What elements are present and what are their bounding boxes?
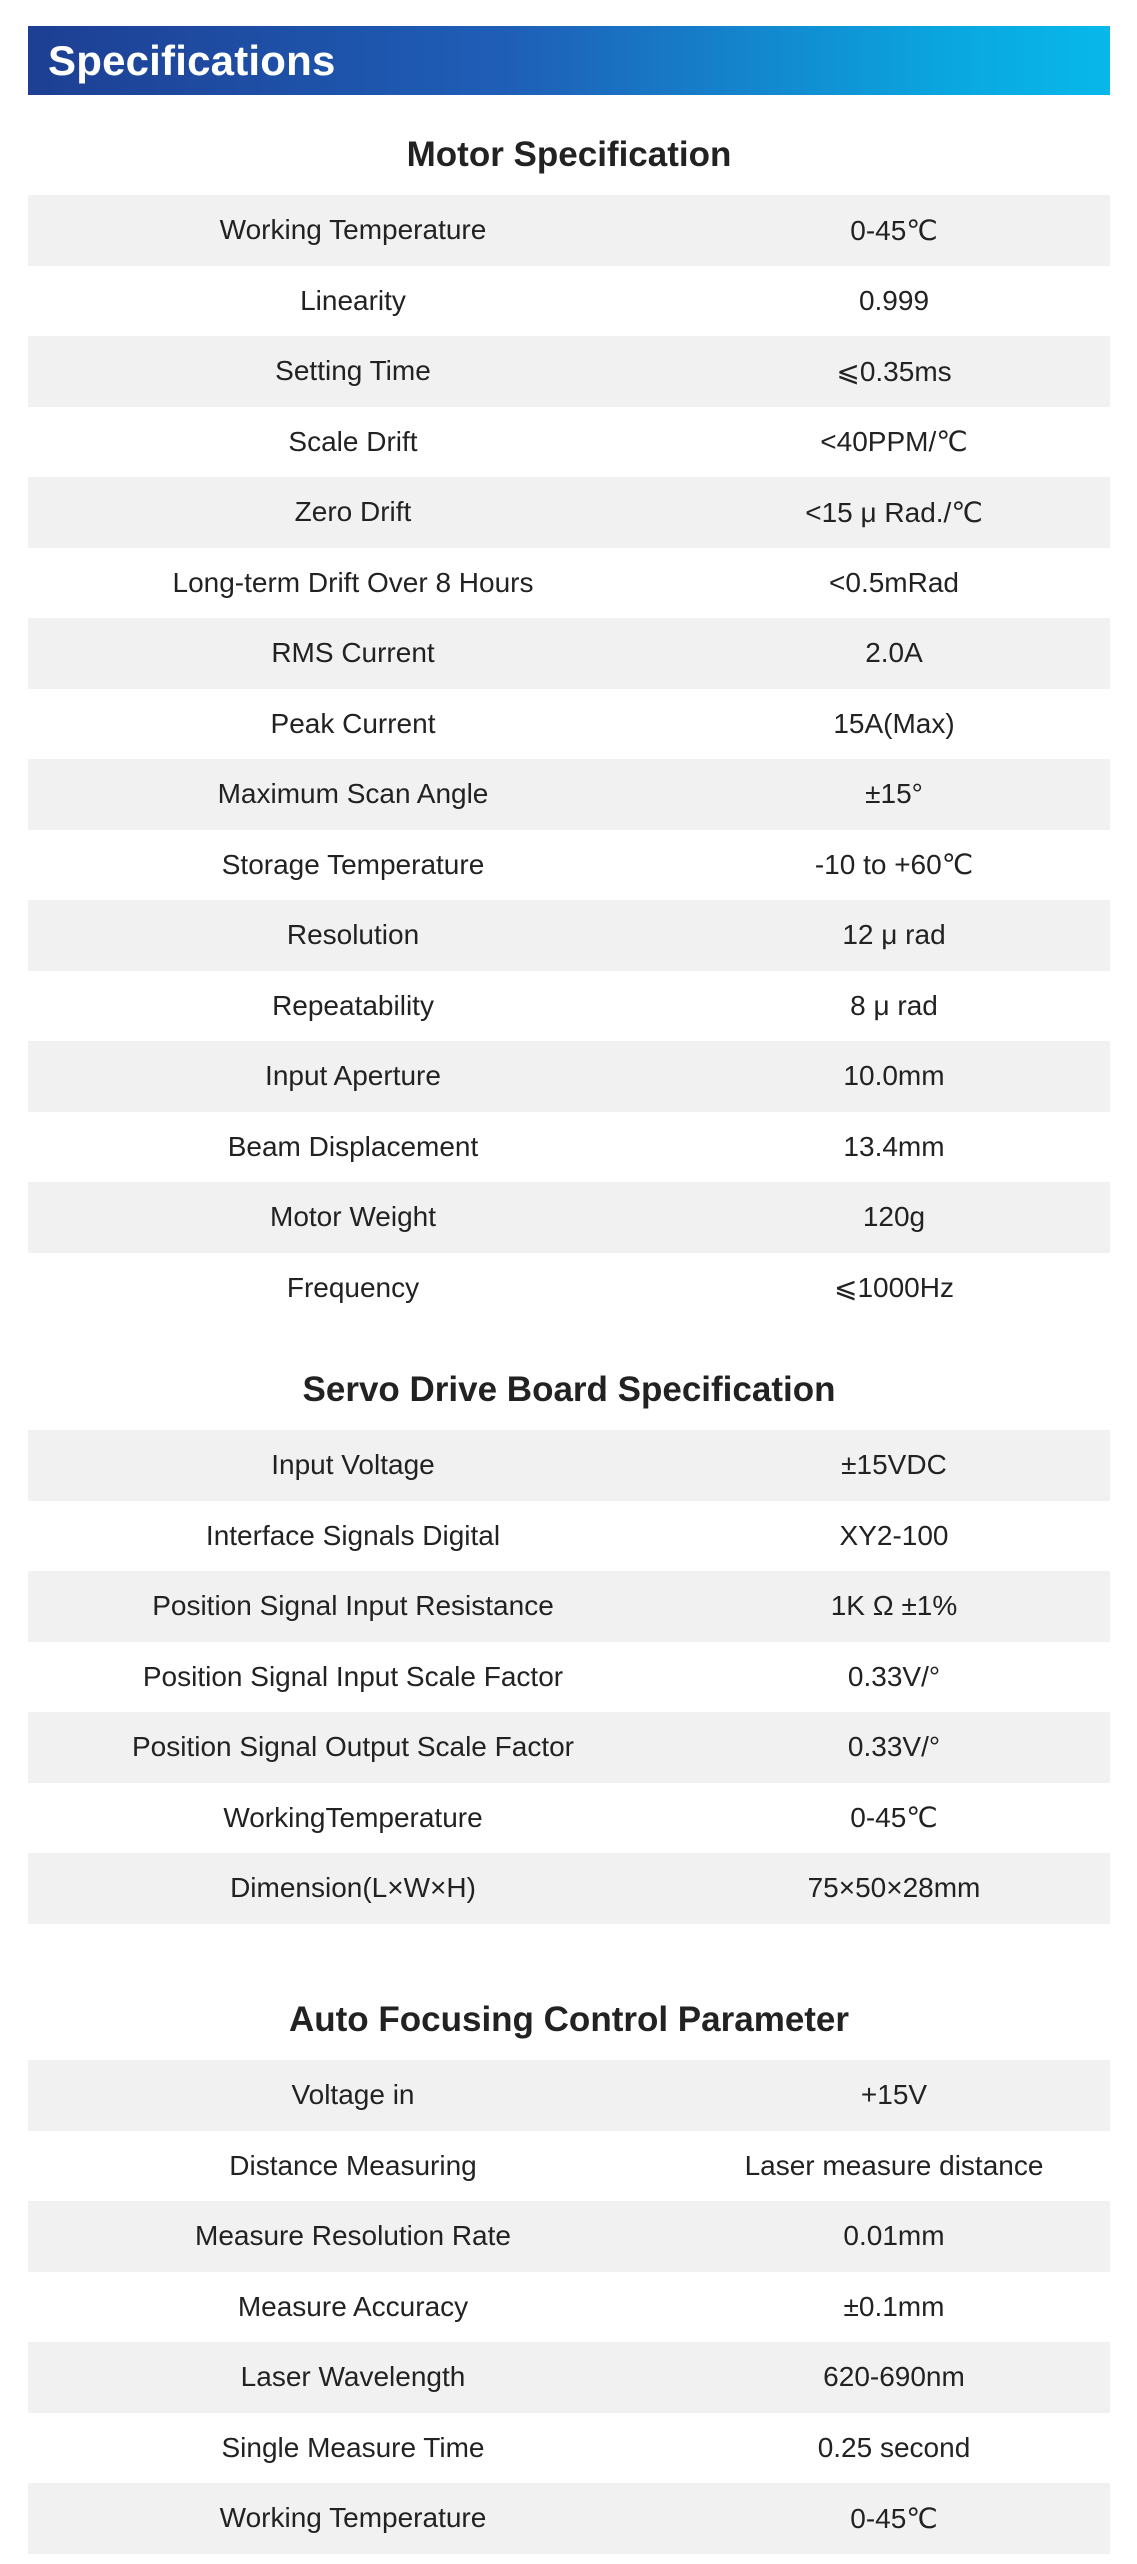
spec-value: 0-45℃: [678, 195, 1110, 266]
spec-label: Voltage in: [28, 2060, 678, 2131]
spec-row: [28, 2131, 1110, 2202]
spec-value: 1K Ω ±1%: [678, 1571, 1110, 1642]
spec-row: [28, 1501, 1110, 1572]
spec-row: [28, 1853, 1110, 1924]
spec-value: Laser measure distance: [744, 2149, 1044, 2181]
spec-row: [28, 830, 1110, 901]
spec-value: 0.01mm: [678, 2201, 1110, 2272]
spec-row: [28, 1571, 1110, 1642]
spec-label: Input Aperture: [28, 1041, 678, 1112]
spec-label: Position Signal Output Scale Factor: [28, 1712, 678, 1783]
spec-value: 12 μ rad: [678, 900, 1110, 971]
spec-value: +15V: [678, 2060, 1110, 2131]
spec-value: 8 μ rad: [850, 989, 938, 1021]
spec-label: Maximum Scan Angle: [28, 759, 678, 830]
banner-title: Specifications: [48, 37, 336, 84]
spec-label: Measure Accuracy: [237, 2290, 469, 2322]
spec-label: Peak Current: [270, 707, 436, 739]
spec-label: RMS Current: [28, 618, 678, 689]
spec-row: [28, 759, 1110, 830]
spec-row: [28, 618, 1110, 689]
spec-label: Long-term Drift Over 8 Hours: [172, 566, 534, 598]
motor-specification-section: [28, 115, 1110, 1323]
spec-label: Dimension(L×W×H): [28, 1853, 678, 1924]
spec-label: Storage Temperature: [221, 848, 485, 880]
motor-spec-table: [28, 195, 1110, 1323]
spec-label: Single Measure Time: [221, 2431, 485, 2463]
spec-value: 0.25 second: [817, 2431, 971, 2463]
spec-label: Working Temperature: [28, 2483, 678, 2554]
spec-value: 620-690nm: [678, 2342, 1110, 2413]
servo-spec-table: [28, 1430, 1110, 1924]
spec-label: Scale Drift: [288, 425, 418, 457]
spec-value: XY2-100: [839, 1519, 949, 1551]
spec-value: 0.33V/°: [847, 1660, 941, 1692]
spec-label: Interface Signals Digital: [205, 1519, 501, 1551]
spec-label: Input Voltage: [28, 1430, 678, 1501]
spec-value: ±15VDC: [678, 1430, 1110, 1501]
spec-row: [28, 266, 1110, 337]
spec-row: [28, 2483, 1110, 2554]
spec-value: 0.999: [858, 284, 930, 316]
spec-label: WorkingTemperature: [223, 1801, 483, 1833]
spec-value: <0.5mRad: [829, 566, 959, 598]
spec-value: ⩽1000Hz: [834, 1272, 954, 1304]
spec-label: Position Signal Input Resistance: [28, 1571, 678, 1642]
specifications-banner: [28, 26, 1110, 95]
spec-value: ±0.1mm: [843, 2290, 945, 2322]
spec-value: 10.0mm: [678, 1041, 1110, 1112]
spec-row: [28, 1112, 1110, 1183]
spec-value: 0-45℃: [678, 2483, 1110, 2554]
spec-row: [28, 1041, 1110, 1112]
spec-value: ⩽0.35ms: [678, 336, 1110, 407]
spec-label: Repeatability: [272, 989, 434, 1021]
spec-value: ±15°: [678, 759, 1110, 830]
spec-label: Motor Weight: [28, 1182, 678, 1253]
spec-row: [28, 1642, 1110, 1713]
spec-value: 13.4mm: [843, 1130, 945, 1162]
spec-row: [28, 1783, 1110, 1854]
spec-label: Laser Wavelength: [28, 2342, 678, 2413]
section-title: Motor Specification: [406, 135, 732, 174]
spec-row: [28, 407, 1110, 478]
spec-row: [28, 1430, 1110, 1501]
section-title: Auto Focusing Control Parameter: [288, 2000, 850, 2039]
spec-row: [28, 689, 1110, 760]
spec-row: [28, 336, 1110, 407]
spec-label: Frequency: [286, 1271, 420, 1303]
spec-row: [28, 971, 1110, 1042]
spec-row: [28, 2342, 1110, 2413]
spec-label: Zero Drift: [28, 477, 678, 548]
spec-row: [28, 2272, 1110, 2343]
spec-row: [28, 900, 1110, 971]
spec-label: Working Temperature: [28, 195, 678, 266]
spec-value: <15 μ Rad./℃: [678, 477, 1110, 548]
auto-focusing-section: [28, 1980, 1110, 2554]
spec-value: <40PPM/℃: [820, 426, 968, 458]
section-title: Servo Drive Board Specification: [302, 1370, 836, 1409]
spec-row: [28, 1253, 1110, 1324]
spec-row: [28, 548, 1110, 619]
spec-label: Linearity: [300, 284, 406, 316]
spec-value: 0-45℃: [850, 1802, 938, 1834]
spec-label: Distance Measuring: [229, 2149, 477, 2181]
spec-label: Resolution: [28, 900, 678, 971]
spec-row: [28, 195, 1110, 266]
spec-value: -10 to +60℃: [814, 849, 974, 881]
spec-row: [28, 1182, 1110, 1253]
spec-row: [28, 2413, 1110, 2484]
spec-row: [28, 1712, 1110, 1783]
spec-label: Position Signal Input Scale Factor: [142, 1660, 564, 1692]
spec-row: [28, 477, 1110, 548]
spec-row: [28, 2201, 1110, 2272]
spec-label: Beam Displacement: [227, 1130, 479, 1162]
spec-value: 15A(Max): [833, 707, 955, 739]
servo-drive-board-section: [28, 1350, 1110, 1924]
spec-value: 2.0A: [678, 618, 1110, 689]
auto-focus-spec-table: [28, 2060, 1110, 2554]
spec-label: Setting Time: [28, 336, 678, 407]
spec-value: 75×50×28mm: [678, 1853, 1110, 1924]
spec-value: 0.33V/°: [678, 1712, 1110, 1783]
spec-row: [28, 2060, 1110, 2131]
spec-label: Measure Resolution Rate: [28, 2201, 678, 2272]
spec-value: 120g: [678, 1182, 1110, 1253]
